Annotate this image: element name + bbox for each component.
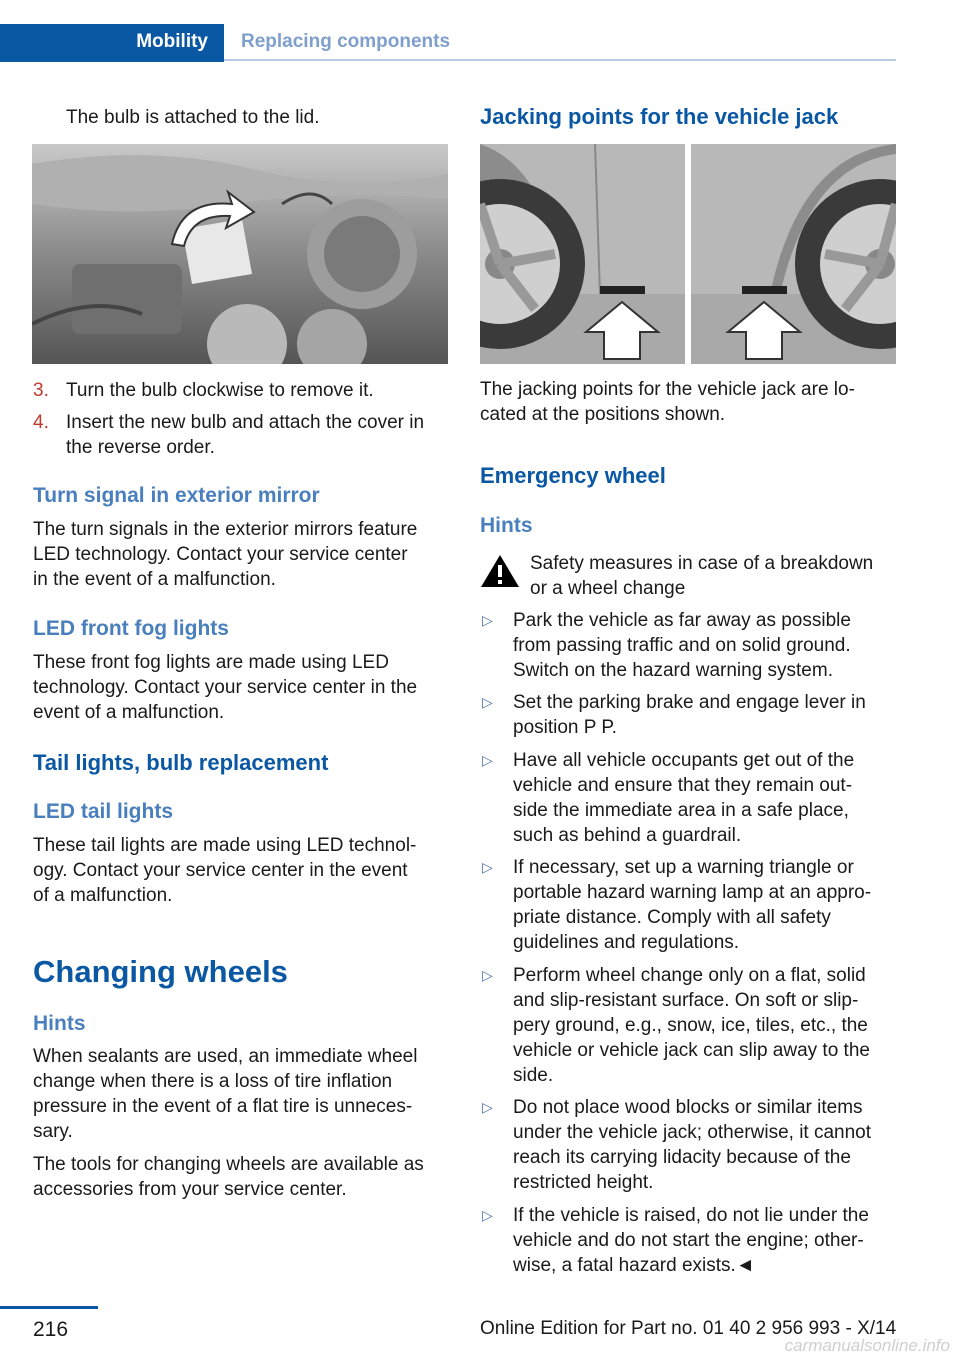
hints-heading: Hints <box>480 514 533 537</box>
bullet-text: Have all vehicle occupants get out of the <box>513 750 855 771</box>
jacking-points-heading: Jacking points for the vehicle jack <box>480 104 839 129</box>
step-text: Insert the new bulb and attach the cover in <box>66 412 425 433</box>
body-text: These tail lights are made using LED technol- <box>33 835 417 856</box>
watermark: carmanualsonline.info <box>784 1336 950 1355</box>
body-text: The tools for changing wheels are available as <box>33 1154 424 1175</box>
bullet-marker: ▷ <box>482 1207 493 1223</box>
bullet-text: guidelines and regulations. <box>513 932 740 953</box>
body-text: The turn signals in the exterior mirrors feature <box>33 519 418 540</box>
chapter-tab <box>0 24 224 62</box>
tail-lights-heading: Tail lights, bulb replacement <box>33 750 329 775</box>
bullet-text: and slip-resistant surface. On soft or slip- <box>513 990 859 1011</box>
step-text: Turn the bulb clockwise to remove it. <box>66 380 374 401</box>
bullet-text: from passing traffic and on solid ground. <box>513 635 851 656</box>
bullet-marker: ▷ <box>482 859 493 875</box>
bullet-text: Do not place wood blocks or similar items <box>513 1097 863 1118</box>
led-tail-heading: LED tail lights <box>33 800 174 823</box>
bullet-text: If necessary, set up a warning triangle or <box>513 857 854 878</box>
body-text: of a malfunction. <box>33 885 173 906</box>
bullet-text: vehicle and do not start the engine; other- <box>513 1230 864 1251</box>
section-label: Replacing components <box>241 31 451 52</box>
step-number: 3. <box>33 380 49 401</box>
header-rule <box>224 59 896 61</box>
bullet-marker: ▷ <box>482 1099 493 1115</box>
step-number: 4. <box>33 412 49 433</box>
bullet-text: Switch on the hazard warning system. <box>513 660 833 681</box>
bullet-text: such as behind a guardrail. <box>513 825 742 846</box>
fog-lights-heading: LED front fog lights <box>33 617 229 640</box>
bullet-text: reach its carrying lidacity because of the <box>513 1147 851 1168</box>
bullet-marker: ▷ <box>482 612 493 628</box>
hints-heading: Hints <box>33 1012 86 1035</box>
bullet-text: restricted height. <box>513 1172 654 1193</box>
bullet-text: pery ground, e.g., snow, ice, tiles, etc., the <box>513 1015 868 1036</box>
page-number: 216 <box>33 1318 69 1341</box>
bullet-text: priate distance. Comply with all safety <box>513 907 831 928</box>
warning-triangle-icon <box>480 553 520 589</box>
chapter-label: Mobility <box>136 31 208 52</box>
body-text: The jacking points for the vehicle jack are lo- <box>480 379 855 400</box>
body-text: accessories from your service center. <box>33 1179 347 1200</box>
turn-signal-heading: Turn signal in exterior mirror <box>33 484 320 507</box>
page-header <box>0 24 960 62</box>
body-text: cated at the positions shown. <box>480 404 726 425</box>
body-text: When sealants are used, an immediate wheel <box>33 1046 418 1067</box>
bullet-marker: ▷ <box>482 752 493 768</box>
edition-text: Online Edition for Part no. 01 40 2 956 993 - X/14 <box>480 1318 897 1339</box>
intro-text: The bulb is attached to the lid. <box>66 107 320 128</box>
bullet-marker: ▷ <box>482 694 493 710</box>
bullet-text: Park the vehicle as far away as possible <box>513 610 851 631</box>
jacking-points-illustration <box>480 144 896 364</box>
body-text: LED technology. Contact your service center <box>33 544 408 565</box>
bullet-text: position P P. <box>513 717 617 738</box>
changing-wheels-heading: Changing wheels <box>33 954 288 989</box>
body-text: These front fog lights are made using LED <box>33 652 389 673</box>
warning-text: or a wheel change <box>530 578 686 599</box>
bullet-text: Set the parking brake and engage lever in <box>513 692 866 713</box>
body-text: sary. <box>33 1121 73 1142</box>
engine-illustration <box>32 144 448 364</box>
warning-text: Safety measures in case of a breakdown <box>530 553 874 574</box>
bullet-text: under the vehicle jack; otherwise, it cannot <box>513 1122 872 1143</box>
bullet-text: wise, a fatal hazard exists.◄ <box>513 1255 755 1276</box>
body-text: event of a malfunction. <box>33 702 225 723</box>
body-text: ogy. Contact your service center in the event <box>33 860 408 881</box>
emergency-wheel-heading: Emergency wheel <box>480 463 666 488</box>
bullet-text: If the vehicle is raised, do not lie under the <box>513 1205 869 1226</box>
body-text: change when there is a loss of tire inflation <box>33 1071 393 1092</box>
bullet-text: vehicle and ensure that they remain out- <box>513 775 853 796</box>
bullet-text: Perform wheel change only on a flat, solid <box>513 965 866 986</box>
body-text: technology. Contact your service center in the <box>33 677 418 698</box>
jacking-points-image <box>480 144 896 364</box>
engine-bulb-image <box>32 144 448 364</box>
bullet-text: portable hazard warning lamp at an appro- <box>513 882 872 903</box>
step-text: the reverse order. <box>66 437 215 458</box>
bullet-text: side the immediate area in a safe place, <box>513 800 849 821</box>
bullet-marker: ▷ <box>482 967 493 983</box>
bullet-text: side. <box>513 1065 554 1086</box>
body-text: in the event of a malfunction. <box>33 569 276 590</box>
bullet-text: vehicle or vehicle jack can slip away to the <box>513 1040 870 1061</box>
body-text: pressure in the event of a flat tire is unneces- <box>33 1096 413 1117</box>
footer-rule <box>0 1306 98 1309</box>
